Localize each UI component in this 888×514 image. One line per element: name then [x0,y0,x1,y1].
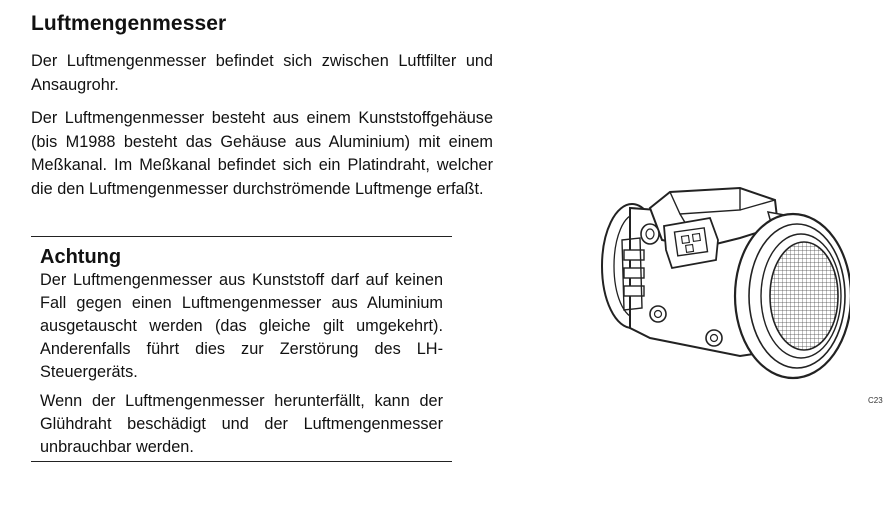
page-title: Luftmengenmesser [31,12,227,35]
warning-paragraph-2: Wenn der Luftmengenmesser herunterfällt, kann der Glühdraht beschädigt und der Luftmengenmesser unbrauchbar werden. [40,392,443,456]
air-mass-meter-illustration [590,178,850,384]
warning-paragraph-1: Der Luftmengenmesser aus Kunststoff darf auf keinen Fall gegen einen Luftmengenmesser aus Aluminium ausgetauscht werden (das gleiche gilt umgekehrt). Anderenfalls führt dies zur Zerstörung des LH-Steuergeräts. [40,271,443,381]
paragraph-construction: Der Luftmengenmesser besteht aus einem Kunststoffgehäuse (bis M1988 besteht das Gehäuse aus Aluminium) mit einem Meßkanal. Im Meßkanal befindet sich ein Platindraht, welcher die den Luftmengenmesser durchströmende Luftmenge erfaßt. [31,109,493,198]
text-column [31,10,493,209]
air-mass-meter-icon [590,178,850,384]
paragraph-location: Der Luftmengenmesser befindet sich zwischen Luftfilter und Ansaugrohr. [31,52,493,94]
figure-code: C23 [868,396,883,405]
warning-title: Achtung [40,246,122,268]
warning-box [31,236,452,462]
